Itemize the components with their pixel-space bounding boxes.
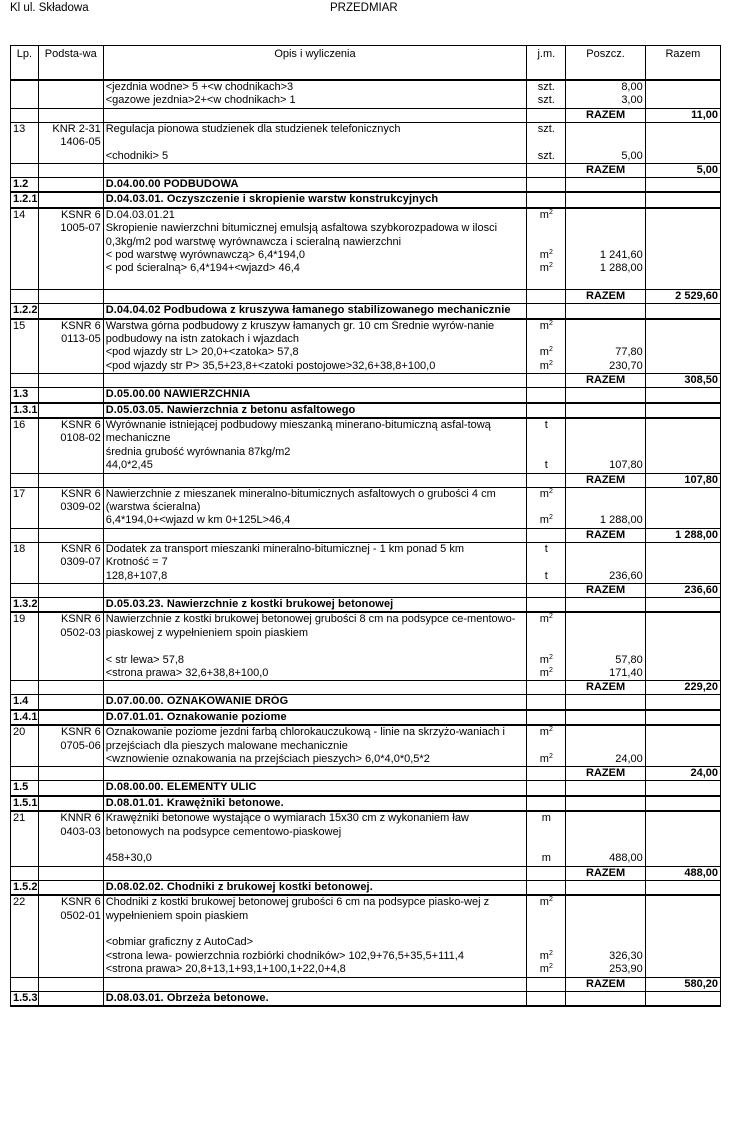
- section-row: 1.4.1 D.07.01.01. Oznakowanie poziome: [11, 710, 721, 725]
- section-row: 1.5.1 D.08.01.01. Krawężniki betonowe.: [11, 796, 721, 811]
- razem-row: RAZEM 308,50: [11, 374, 721, 388]
- razem-row: RAZEM 488,00: [11, 866, 721, 880]
- razem-row: RAZEM 11,00: [11, 108, 721, 122]
- table-row: 13 KNR 2-31 1406-05 Regulacja pionowa studzienek dla studzienek telefonicznych <chodniki> 5 szt. szt. 5,00: [11, 122, 721, 163]
- przedmiar-table: [10, 45, 721, 1007]
- section-row: 1.5 D.08.00.00. ELEMENTY ULIC: [11, 781, 721, 796]
- razem-row: RAZEM 229,20: [11, 681, 721, 695]
- table-row: 21 KNNR 6 0403-03 Krawężniki betonowe wystające o wymiarach 15x30 cm z wykonaniem ław betonowych na podsypce cementowo-piaskowej 458+30,0 m m 488,00: [11, 811, 721, 866]
- document-location: Kl ul. Składowa: [10, 2, 89, 14]
- razem-row: RAZEM 24,00: [11, 767, 721, 781]
- section-row: 1.2 D.04.00.00 PODBUDOWA: [11, 177, 721, 192]
- section-row: 1.3.1 D.05.03.05. Nawierzchnia z betonu asfaltowego: [11, 403, 721, 418]
- razem-row: RAZEM 5,00: [11, 163, 721, 177]
- table-row: <jezdnia wodne> 5 +<w chodnikach>3 <gazowe jezdnia>2+<w chodnikach> 1 szt. szt. 8,00 3,00: [11, 80, 721, 108]
- table-row: 17 KSNR 6 0309-02 Nawierzchnie z mieszanek mineralno-bitumicznych asfaltowych o grubości 4 cm (warstwa ścieralna) 6,4*194,0+<wjazd w km 0+125L>46,4 $m^2$ $m^2$ 1 288,00: [11, 487, 721, 528]
- table-row: 20 KSNR 6 0705-06 Oznakowanie poziome jezdni farbą chlorokauczukową - linie na skrzyżo-waniach i przejściach dla pieszych malowane mechanicznie <wznowienie oznakowania na przejściach pieszych> 6,0*4,0*0,5*2 $m^2$ $m^2$ 24,00: [11, 725, 721, 767]
- col-opis: Opis i wyliczenia: [103, 46, 527, 81]
- col-lp: Lp.: [11, 46, 39, 81]
- table-row: 15 KSNR 6 0113-05 Warstwa górna podbudowy z kruszyw łamanych gr. 10 cm Średnie wyrów-nanie podbudowy na istn zatokach i wjazdach <pod wjazdy str L> 20,0+<zatoka> 57,8 <pod wjazdy str P> 35,5+23,8+<zatoki postojowe>32,6+38,8+100,0 $m^2$ $m^2$ $m^2$ 77,80 230,70: [11, 319, 721, 374]
- section-row: 1.2.2 D.04.04.02 Podbudowa z kruszywa łamanego stabilizowanego mechanicznie: [11, 304, 721, 319]
- razem-row: RAZEM 580,20: [11, 977, 721, 991]
- razem-row: RAZEM 107,80: [11, 473, 721, 487]
- razem-row: RAZEM 1 288,00: [11, 528, 721, 542]
- col-podstawa: Podsta-wa: [38, 46, 103, 81]
- col-poszcz: Poszcz.: [566, 46, 645, 81]
- table-row: 19 KSNR 6 0502-03 Nawierzchnie z kostki brukowej betonowej grubości 8 cm na podsypce ce-mentowo-piaskowej z wypełnieniem spoin piaskiem < str lewa> 57,8 <strona prawa> 32,6+38,8+100,0 $m^2$ $m^2$ $m^2$ 57,80 171,40: [11, 612, 721, 680]
- table-row: 18 KSNR 6 0309-07 Dodatek za transport mieszanki mineralno-bitumicznej - 1 km ponad 5 km Krotność = 7 128,8+107,8 t t 236,60: [11, 542, 721, 583]
- col-jm: j.m.: [527, 46, 566, 81]
- razem-row: RAZEM 236,60: [11, 583, 721, 597]
- section-row: 1.2.1 D.04.03.01. Oczyszczenie i skropienie warstw konstrukcyjnych: [11, 192, 721, 207]
- section-row: 1.3.2 D.05.03.23. Nawierzchnie z kostki brukowej betonowej: [11, 597, 721, 612]
- col-razem: Razem: [645, 46, 720, 81]
- table-row: 22 KSNR 6 0502-01 Chodniki z kostki brukowej betonowej grubości 6 cm na podsypce piasko-wej z wypełnieniem spoin piaskiem <obmiar graficzny z AutoCad> <strona lewa- powierzchnia rozbiórki chodników> 102,9+76,5+35,5+111,4 <strona prawa> 20,8+13,1+93,1+100,1+22,0+4,8 $m^2$ $m^2$ $m^2$ 326,30 253,90: [11, 895, 721, 977]
- table-header: [11, 46, 721, 81]
- section-row: 1.5.2 D.08.02.02. Chodniki z brukowej kostki betonowej.: [11, 880, 721, 895]
- razem-row: RAZEM 2 529,60: [11, 290, 721, 304]
- document-title: PRZEDMIAR: [330, 2, 398, 14]
- table-row: 16 KSNR 6 0108-02 Wyrównanie istniejącej podbudowy mieszanką minerano-bitumiczną asfal-tową mechaniczne średnia grubość wyrównania 87kg/m2 44,0*2,45 t t 107,80: [11, 418, 721, 473]
- section-row: 1.5.3 D.08.03.01. Obrzeża betonowe.: [11, 991, 721, 1006]
- table-row: 14 KSNR 6 1005-07 D.04.03.01.21 Skropienie nawierzchni bitumicznej emulsją asfaltowa szybkorozpadowa w ilosci 0,3kg/m2 pod warstwę wyrównawcza i scieralną nawierzchni < pod warstwę wyrównawczą> 6,4*194,0 < pod ścieralną> 6,4*194+<wjazd> 46,4 $m^2$ $m^2$ $m^2$ 1 241,60 1 288,00: [11, 208, 721, 290]
- section-row: 1.4 D.07.00.00. OZNAKOWANIE DRÓG: [11, 695, 721, 710]
- section-row: 1.3 D.05.00.00 NAWIERZCHNIA: [11, 388, 721, 403]
